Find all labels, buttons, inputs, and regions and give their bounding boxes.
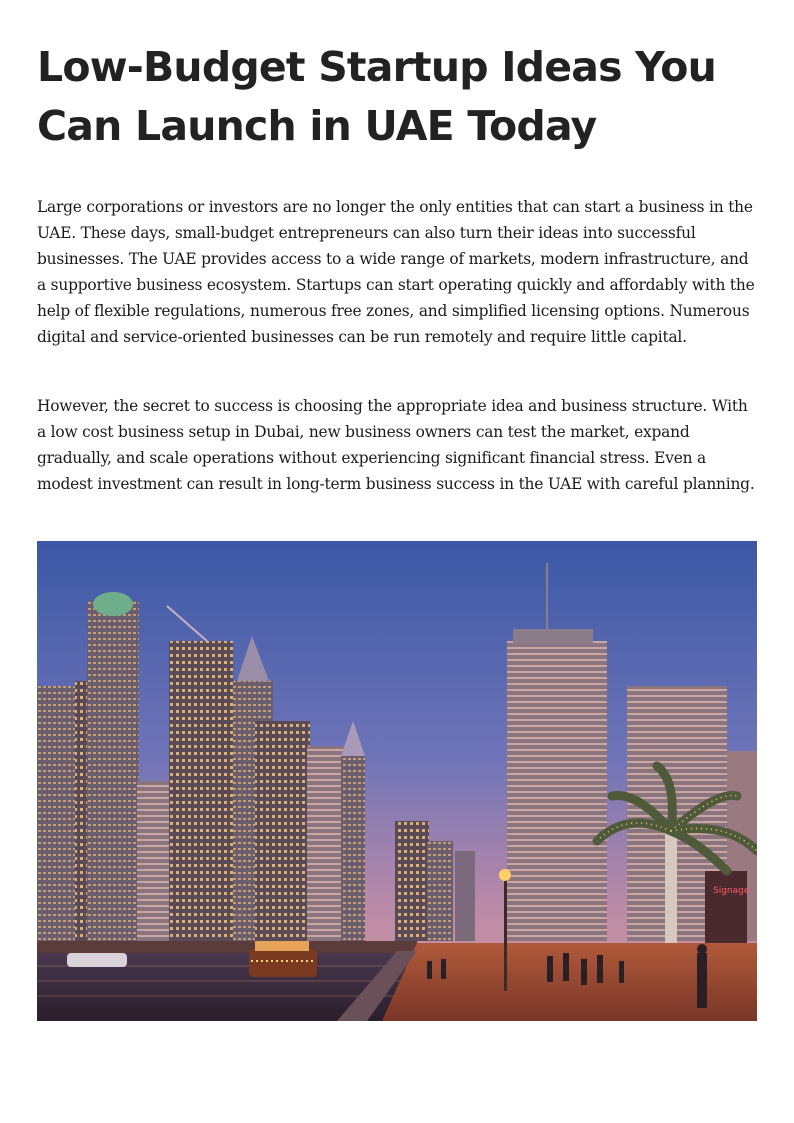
boat	[249, 941, 317, 977]
article-title: Low-Budget Startup Ideas You Can Launch in UAE Today	[37, 43, 717, 150]
svg-text:Signage: Signage	[713, 886, 750, 896]
dubai-marina-photo	[37, 541, 757, 1021]
article-paragraph-1: Large corporations or investors are no longer the only entities that can start a business in the UAE. These days, small-budget entrepreneurs can also turn their ideas into successful businesses. The UAE provides access to a wide range of markets, modern infrastructure, and a supportive business ecosystem. Startups can start operating quickly and affordably with the help of flexible regulations, numerous free zones, and simplified licensing options. Numerous digital and service-oriented businesses can be run remotely and require little capital.	[37, 198, 755, 346]
article-paragraph-2: However, the secret to success is choosing the appropriate idea and business structure. With a low cost business setup in Dubai, new business owners can test the market, expand gradually, and scale operations without experiencing significant financial stress. Even a modest investment can result in long-term business success in the UAE with careful planning.	[37, 397, 755, 493]
